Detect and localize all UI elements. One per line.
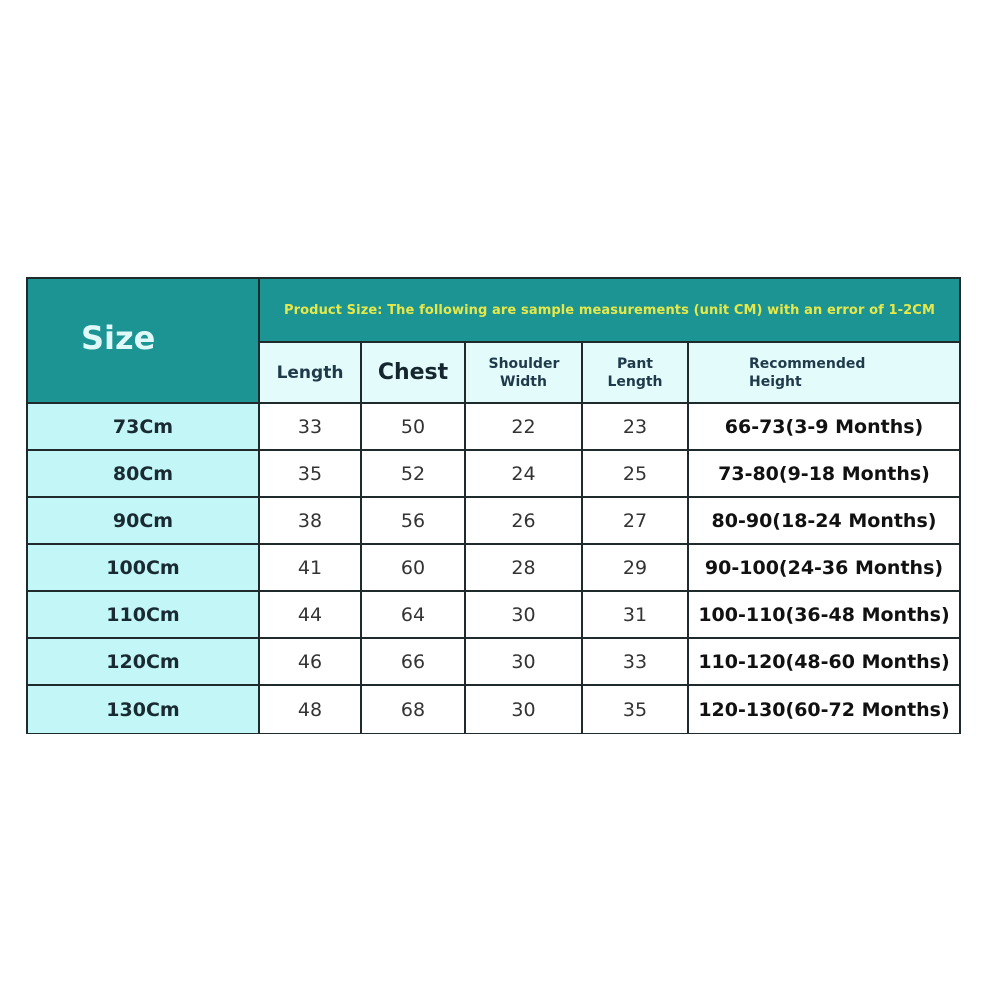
column-header-shoulder-width-label: Shoulder Width [488, 355, 560, 390]
cell-size: 110Cm [28, 592, 260, 637]
cell-chest: 50 [362, 404, 466, 449]
cell-recommended-height: 80-90(18-24 Months) [689, 498, 959, 543]
column-header-chest [362, 343, 466, 402]
cell-length: 44 [260, 592, 362, 637]
cell-pant-length: 31 [583, 592, 689, 637]
size-header-cell [28, 279, 260, 404]
cell-pant-length: 23 [583, 404, 689, 449]
cell-size: 90Cm [28, 498, 260, 543]
cell-shoulder-width: 24 [466, 451, 583, 496]
column-header-row [260, 343, 959, 404]
column-header-recommended-height-label: Recommended Height [749, 355, 866, 390]
cell-recommended-height: 90-100(24-36 Months) [689, 545, 959, 590]
column-header-chest-label: Chest [377, 360, 449, 385]
cell-shoulder-width: 30 [466, 639, 583, 684]
cell-length: 46 [260, 639, 362, 684]
cell-chest: 60 [362, 545, 466, 590]
table-row [28, 686, 959, 733]
cell-shoulder-width: 30 [466, 592, 583, 637]
column-header-length [260, 343, 362, 402]
cell-chest: 64 [362, 592, 466, 637]
cell-chest: 52 [362, 451, 466, 496]
column-header-length-label: Length [276, 362, 344, 383]
cell-recommended-height: 66-73(3-9 Months) [689, 404, 959, 449]
measurement-note: Product Size: The following are sample measurements (unit CM) with an error of 1-2CM [284, 302, 935, 318]
size-chart-table [26, 277, 961, 734]
cell-shoulder-width: 26 [466, 498, 583, 543]
cell-chest: 66 [362, 639, 466, 684]
cell-chest: 68 [362, 686, 466, 733]
cell-pant-length: 33 [583, 639, 689, 684]
table-row [28, 404, 959, 451]
table-row [28, 545, 959, 592]
size-header-label: Size [81, 319, 156, 357]
cell-length: 48 [260, 686, 362, 733]
cell-length: 38 [260, 498, 362, 543]
table-row [28, 592, 959, 639]
cell-size: 120Cm [28, 639, 260, 684]
cell-length: 41 [260, 545, 362, 590]
cell-shoulder-width: 22 [466, 404, 583, 449]
cell-chest: 56 [362, 498, 466, 543]
cell-pant-length: 35 [583, 686, 689, 733]
cell-pant-length: 27 [583, 498, 689, 543]
cell-size: 100Cm [28, 545, 260, 590]
measurement-note-banner [260, 279, 959, 343]
cell-length: 35 [260, 451, 362, 496]
table-row [28, 498, 959, 545]
cell-size: 73Cm [28, 404, 260, 449]
cell-pant-length: 25 [583, 451, 689, 496]
table-row [28, 639, 959, 686]
table-row [28, 451, 959, 498]
cell-recommended-height: 100-110(36-48 Months) [689, 592, 959, 637]
cell-shoulder-width: 30 [466, 686, 583, 733]
cell-size: 130Cm [28, 686, 260, 733]
column-header-pant-length [583, 343, 689, 402]
cell-recommended-height: 110-120(48-60 Months) [689, 639, 959, 684]
column-header-recommended-height [689, 343, 959, 402]
cell-shoulder-width: 28 [466, 545, 583, 590]
column-header-pant-length-label: Pant Length [607, 355, 663, 390]
cell-size: 80Cm [28, 451, 260, 496]
cell-recommended-height: 73-80(9-18 Months) [689, 451, 959, 496]
cell-recommended-height: 120-130(60-72 Months) [689, 686, 959, 733]
column-header-shoulder-width [466, 343, 583, 402]
cell-length: 33 [260, 404, 362, 449]
cell-pant-length: 29 [583, 545, 689, 590]
